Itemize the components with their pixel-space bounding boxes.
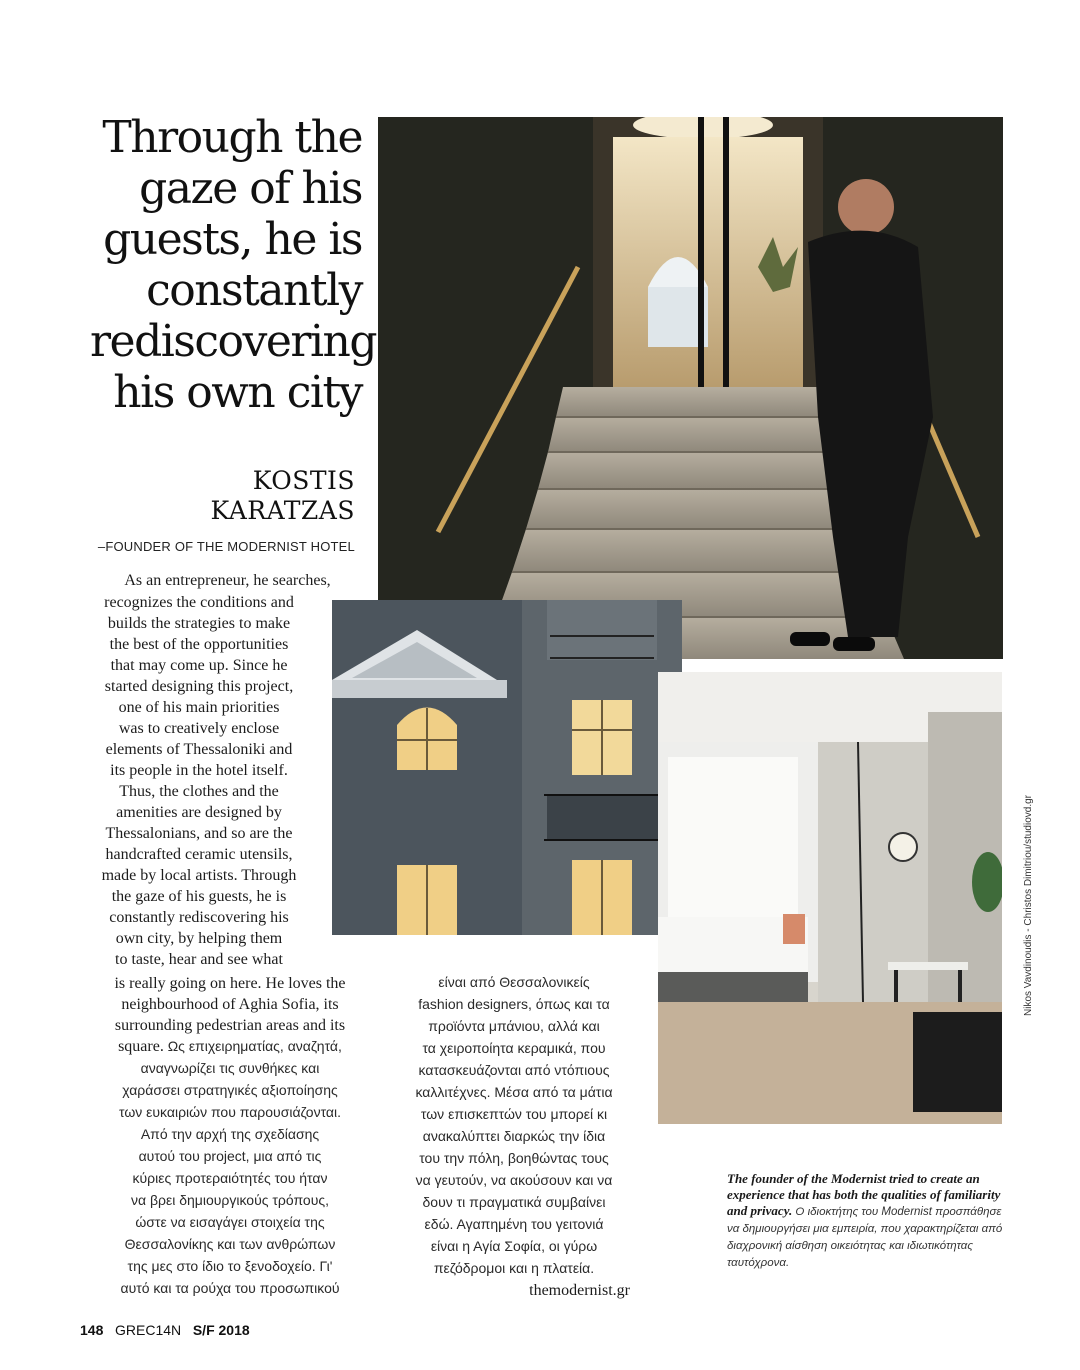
text-line: As an entrepreneur, he searches, xyxy=(124,572,331,589)
text-line: started designing this project, xyxy=(104,678,294,695)
hotel-facade-illustration xyxy=(332,600,682,935)
website-link[interactable]: themodernist.gr xyxy=(529,1282,630,1299)
text-line: εδώ. Αγαπημένη του γειτονιά xyxy=(424,1216,604,1232)
text-line: ανακαλύπτει διαρκώς την ίδια xyxy=(422,1128,606,1144)
text-line: κατασκευάζονται από ντόπιους xyxy=(418,1062,610,1078)
photo-caption xyxy=(727,1171,1007,1271)
text-line: the best of the opportunities xyxy=(109,636,289,653)
page-number: 148 xyxy=(80,1322,104,1338)
text-line: to taste, hear and see what xyxy=(115,951,283,968)
text-line: builds the strategies to make xyxy=(107,615,291,632)
text-line: is really going on here. He loves the xyxy=(114,975,346,992)
hotel-facade-photo xyxy=(332,600,682,935)
text-line: των επισκεπτών του μπορεί κι xyxy=(420,1106,608,1122)
text-line: recognizes the conditions and xyxy=(104,594,294,611)
magazine-name: GREC14N xyxy=(115,1322,182,1338)
headline-line: Through the xyxy=(102,112,362,163)
headline-line: constantly xyxy=(146,265,362,316)
text-line: του την πόλη, βοηθώντας τους xyxy=(419,1150,609,1166)
text-line: είναι η Αγία Σοφία, οι γύρω xyxy=(430,1238,598,1254)
text-line: τα χειροποίητα κεραμικά, που xyxy=(422,1040,606,1056)
headline-line: rediscovering xyxy=(90,316,377,367)
founder-stairs-photo xyxy=(378,117,1003,659)
interviewee-name xyxy=(150,466,355,526)
text-line: handcrafted ceramic utensils, xyxy=(105,846,293,863)
photo-credit-text: Nikos Vavdinoudis - Christos Dimitriou/studiovd.gr xyxy=(1023,794,1034,1016)
headline-line: his own city xyxy=(113,367,362,418)
hotel-room-illustration xyxy=(658,672,1002,1124)
founder-stairs-illustration xyxy=(378,117,1003,659)
text-line: κύριες προτεραιότητές του ήταν xyxy=(132,1170,328,1186)
text-line: αυτό και τα ρούχα του προσωπικού xyxy=(120,1280,340,1296)
text-segment-gr: Ως επιχειρηματίας, αναζητά, xyxy=(163,1038,342,1054)
text-line: was to creatively enclose xyxy=(118,720,280,737)
text-line: Thus, the clothes and the xyxy=(119,783,279,800)
hotel-room-photo xyxy=(658,672,1002,1124)
issue-label: S/F 2018 xyxy=(192,1322,250,1338)
text-line: των ευκαιριών που παρουσιάζονται. xyxy=(118,1104,342,1120)
text-line: one of his main priorities xyxy=(118,699,280,716)
headline xyxy=(90,112,377,418)
name-line: KARATZAS xyxy=(210,496,355,525)
caption-greek: Ο ιδιοκτήτης του Modernist προσπάθησε να δημιουργήσει μια εμπειρία, που χαρακτηρίζεται από διαχρονική αίσθηση οικειότητας και ιδιωτικότητας ταυτόχρονα. xyxy=(727,1206,1003,1269)
text-line: Από την αρχή της σχεδίασης xyxy=(140,1126,320,1142)
text-line: ώστε να εισαγάγει στοιχεία της xyxy=(135,1214,325,1230)
text-line: είναι από Θεσσαλονικείς xyxy=(438,974,590,990)
text-line: χαράσσει στρατηγικές αξιοποίησης xyxy=(122,1082,338,1098)
text-line: its people in the hotel itself. xyxy=(110,762,288,779)
name-line: KOSTIS xyxy=(252,466,355,495)
text-line: αυτού του project, μια από τις xyxy=(138,1148,322,1164)
text-line: surrounding pedestrian areas and its xyxy=(114,1017,346,1034)
text-line: δουν τι πραγματικά συμβαίνει xyxy=(422,1194,606,1210)
text-line: constantly rediscovering his xyxy=(109,909,289,926)
text-line: Θεσσαλονίκης και των ανθρώπων xyxy=(124,1236,336,1252)
text-line xyxy=(80,1036,380,1057)
text-line: neighbourhood of Aghia Sofia, its xyxy=(121,996,339,1013)
text-line: Thessalonians, and so are the xyxy=(105,825,293,842)
caption-english: The founder of the Modernist tried to create an experience that has both the qualities of familiarity and privacy. xyxy=(727,1171,1001,1218)
text-line: made by local artists. Through xyxy=(101,867,297,884)
text-line: αναγνωρίζει τις συνθήκες και xyxy=(140,1060,320,1076)
page-footer xyxy=(80,1322,250,1338)
text-line: να βρει δημιουργικούς τρόπους, xyxy=(130,1192,330,1208)
text-line: that may come up. Since he xyxy=(110,657,288,674)
interviewee-role: –FOUNDER OF THE MODERNIST HOTEL xyxy=(97,539,355,554)
text-line: της μες στο ίδιο το ξενοδοχείο. Γι' xyxy=(127,1258,333,1274)
headline-line: gaze of his xyxy=(139,163,362,214)
text-line: καλλιτέχνες. Μέσα από τα μάτια xyxy=(415,1084,613,1100)
text-line: the gaze of his guests, he is xyxy=(111,888,287,905)
text-line: amenities are designed by xyxy=(116,804,282,821)
text-line: να γευτούν, να ακούσουν και να xyxy=(415,1172,613,1188)
headline-line: guests, he is xyxy=(103,214,362,265)
text-line: fashion designers, όπως και τα xyxy=(418,996,610,1012)
text-line: προϊόντα μπάνιου, αλλά και xyxy=(428,1018,600,1034)
text-line: πεζόδρομοι και η πλατεία. xyxy=(433,1260,595,1276)
text-line: own city, by helping them xyxy=(115,930,283,947)
text-line: elements of Thessaloniki and xyxy=(105,741,293,758)
text-segment-en: square. xyxy=(118,1038,164,1055)
